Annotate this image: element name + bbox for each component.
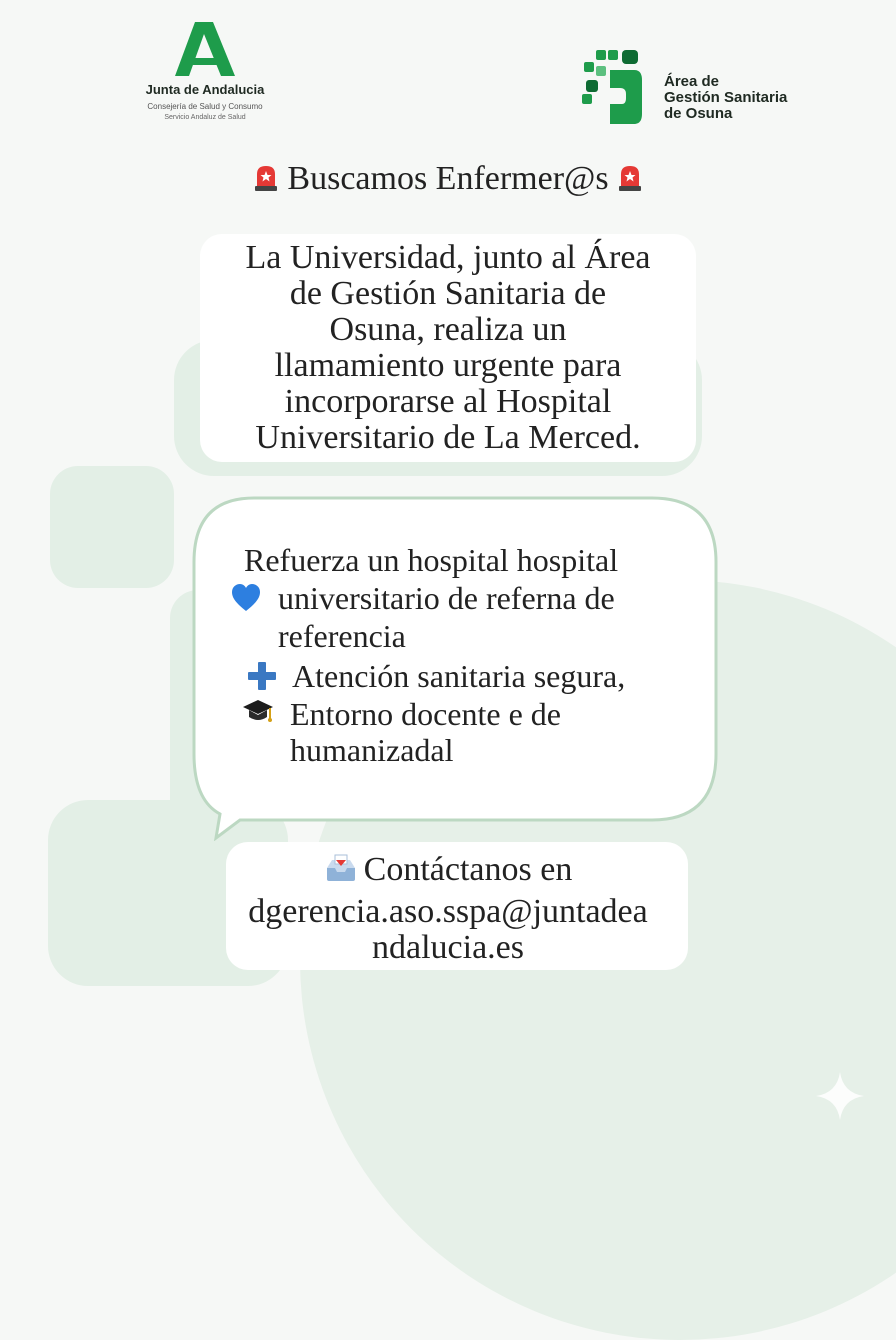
area-squares-icon (580, 48, 660, 128)
speech-bubble (188, 496, 718, 841)
siren-icon (253, 164, 279, 192)
plus-icon (246, 660, 278, 692)
sparkle-icon (812, 1068, 868, 1124)
intro-paragraph (200, 234, 696, 462)
area-title-line: de Osuna (664, 105, 733, 122)
intro-line: incorporarse al Hospital (284, 383, 612, 420)
junta-subtitle: Consejería de Salud y Consumo (147, 102, 263, 111)
area-title-line: Área de (664, 73, 720, 90)
area-logo (580, 48, 820, 128)
junta-a-icon (173, 20, 237, 78)
contact-email-continued[interactable]: ndalucia.es (372, 929, 524, 966)
graduation-cap-icon (242, 696, 274, 728)
junta-subtitle-2: Servicio Andaluz de Salud (164, 114, 246, 121)
intro-line: Osuna, realiza un (329, 311, 567, 348)
inbox-tray-icon (324, 852, 358, 882)
bubble-line: universitario de referna de (278, 580, 615, 616)
bubble-line: referencia (278, 618, 406, 654)
bubble-line: Refuerza un hospital hospital (244, 542, 619, 578)
contact-line (0, 852, 896, 888)
bubble-line: humanizadal (290, 732, 454, 768)
contact-email[interactable]: dgerencia.aso.sspa@juntadea (248, 893, 648, 930)
area-title-line: Gestión Sanitaria (664, 89, 788, 106)
blue-heart-icon (230, 582, 262, 614)
siren-icon (617, 164, 643, 192)
bg-rounded-square (50, 466, 174, 588)
intro-line: llamamiento urgente para (274, 347, 622, 384)
bubble-line: Entorno docente e de (290, 696, 561, 732)
headline-text: Buscamos Enfermer@s (287, 160, 609, 197)
intro-line: La Universidad, junto al Área (245, 239, 651, 276)
intro-line: Universitario de La Merced. (255, 419, 641, 456)
junta-logo (120, 20, 290, 121)
bubble-line: Atención sanitaria segura, (292, 658, 626, 694)
contact-heading: Contáctanos en (363, 851, 573, 888)
headline (0, 160, 896, 198)
junta-title: Junta de Andalucia (145, 82, 265, 97)
intro-line: de Gestión Sanitaria de (289, 275, 607, 312)
